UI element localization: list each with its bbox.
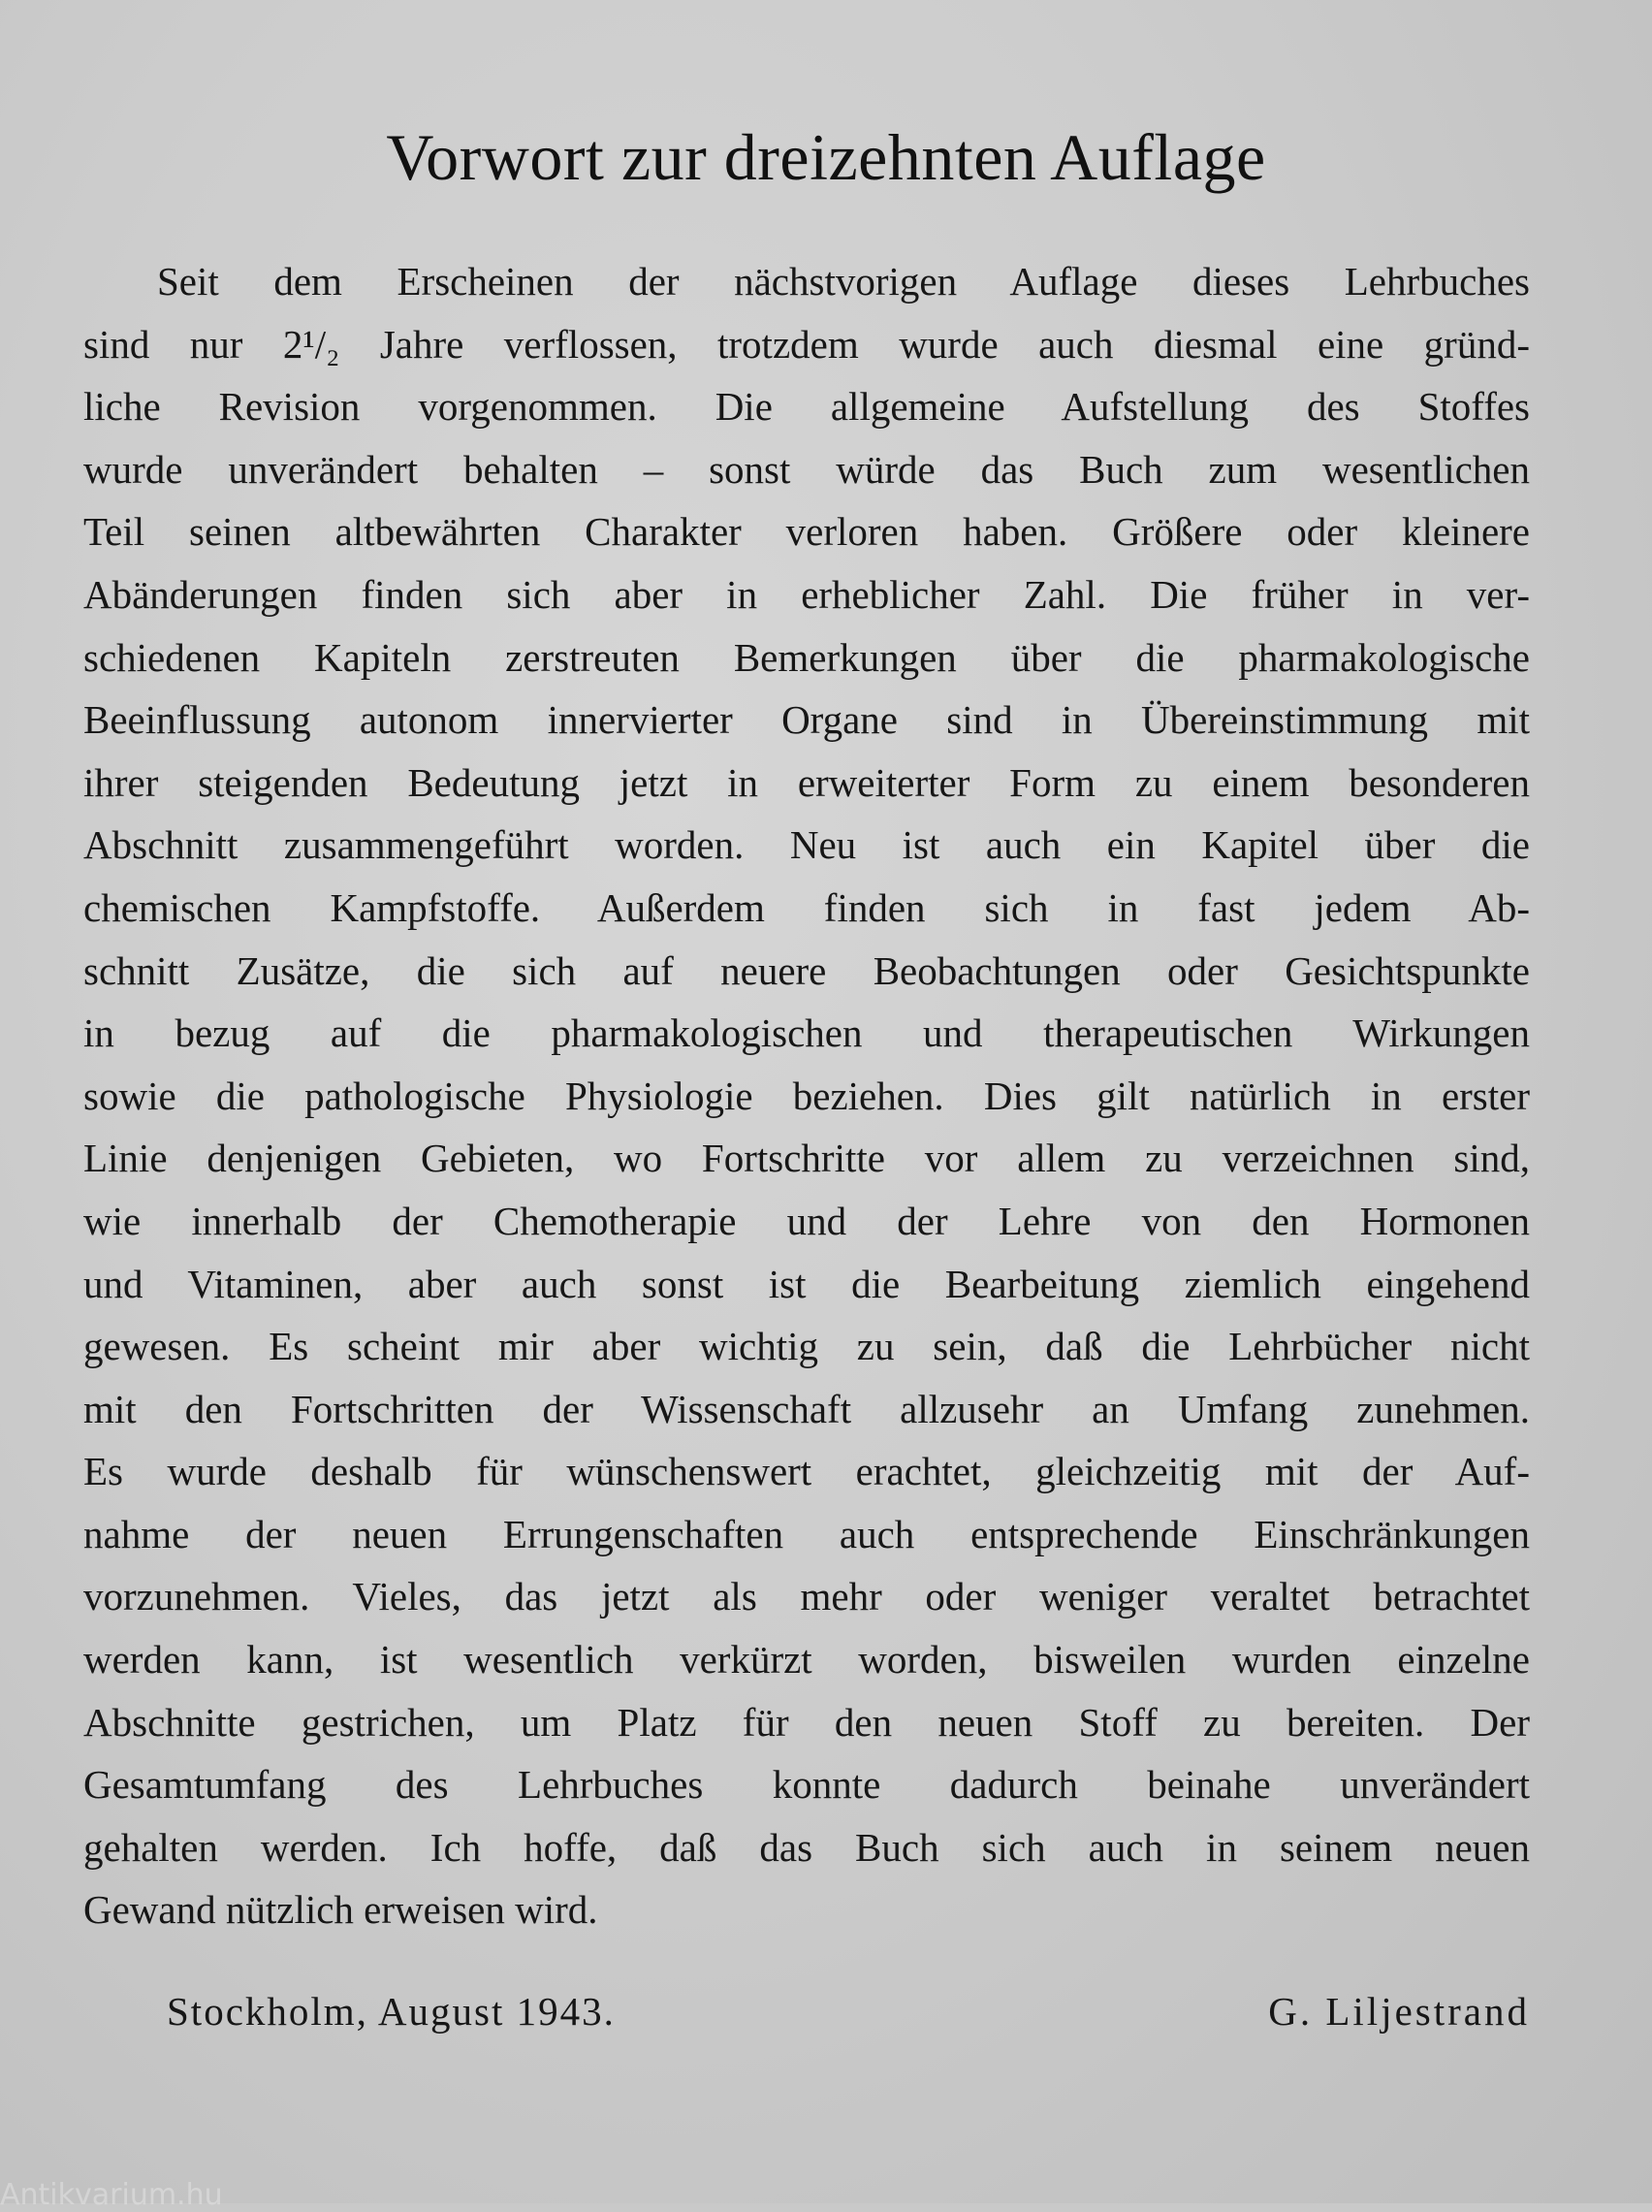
text-line: schnitt Zusätze, die sich auf neuere Beobachtungen oder Gesichtspunkte <box>83 947 1530 993</box>
text-line: mit den Fortschritten der Wissenschaft allzusehr an Umfang zunehmen. <box>83 1386 1530 1431</box>
text-line: Es wurde deshalb für wünschenswert erachtet, gleichzeitig mit der Auf- <box>83 1449 1530 1494</box>
text-line: Abschnitte gestrichen, um Platz für den neuen Stoff zu bereiten. Der <box>83 1699 1530 1745</box>
text-line: chemischen Kampfstoffe. Außerdem finden sich in fast jedem Ab- <box>83 884 1530 930</box>
text-line: und Vitaminen, aber auch sonst ist die Bearbeitung ziemlich eingehend <box>83 1261 1530 1306</box>
text-line: schiedenen Kapiteln zerstreuten Bemerkungen über die pharmakologische <box>83 634 1530 680</box>
text-line: ihrer steigenden Bedeutung jetzt in erweiterter Form zu einem besonderen <box>83 759 1530 805</box>
text-line: Gewand nützlich erweisen wird. <box>83 1887 598 1933</box>
text-line: Gesamtumfang des Lehrbuches konnte dadurch beinahe unverändert <box>83 1762 1530 1808</box>
preface-paragraph <box>83 250 1530 1941</box>
text-line: liche Revision vorgenommen. Die allgemeine Aufstellung des Stoffes <box>83 384 1530 430</box>
text-line: vorzunehmen. Vieles, das jetzt als mehr oder weniger veraltet betrachtet <box>83 1574 1530 1619</box>
text-line: Teil seinen altbewährten Charakter verloren haben. Größere oder kleinere <box>83 509 1530 555</box>
text-line: Seit dem Erscheinen der nächstvorigen Auflage dieses Lehrbuches <box>157 259 1530 304</box>
text-line: werden kann, ist wesentlich verkürzt worden, bisweilen wurden einzelne <box>83 1637 1530 1683</box>
text-line: Beeinflussung autonom innervierter Organe sind in Übereinstimmung mit <box>83 697 1530 743</box>
watermark: Antikvarium.hu <box>0 2178 223 2212</box>
text-line: in bezug auf die pharmakologischen und therapeutischen Wirkungen <box>83 1010 1530 1056</box>
text-line: sind nur 2¹/₂ Jahre verflossen, trotzdem wurde auch diesmal eine gründ- <box>83 321 1530 367</box>
text-line: Linie denjenigen Gebieten, wo Fortschritte vor allem zu verzeichnen sind, <box>83 1136 1530 1181</box>
author-name: G. Liljestrand <box>1268 1989 1530 2034</box>
text-line: gewesen. Es scheint mir aber wichtig zu sein, daß die Lehrbücher nicht <box>83 1324 1530 1369</box>
signature-block <box>167 1988 1530 2050</box>
text-line: nahme der neuen Errungenschaften auch entsprechende Einschränkungen <box>83 1511 1530 1556</box>
text-line: sowie die pathologische Physiologie beziehen. Dies gilt natürlich in erster <box>83 1073 1530 1118</box>
text-line: wurde unverändert behalten – sonst würde das Buch zum wesentlichen <box>83 446 1530 492</box>
text-line: Abänderungen finden sich aber in erheblicher Zahl. Die früher in ver- <box>83 571 1530 617</box>
text-line: Abschnitt zusammengeführt worden. Neu ist auch ein Kapitel über die <box>83 822 1530 868</box>
text-line: wie innerhalb der Chemotherapie und der Lehre von den Hormonen <box>83 1198 1530 1243</box>
text-line: gehalten werden. Ich hoffe, daß das Buch sich auch in seinem neuen <box>83 1824 1530 1870</box>
page-title: Vorwort zur dreizehnten Auflage <box>386 120 1266 194</box>
place-date: Stockholm, August 1943. <box>167 1989 616 2034</box>
